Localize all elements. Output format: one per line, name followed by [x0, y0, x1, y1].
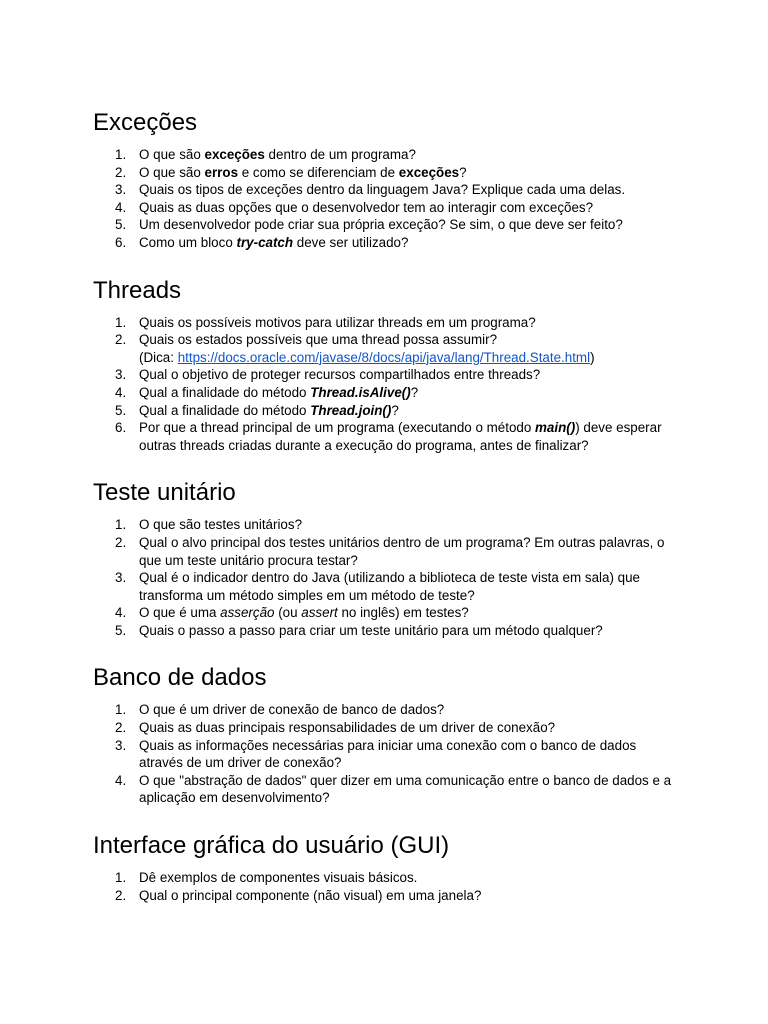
- question-text: ?: [391, 402, 399, 418]
- question-text: Quais os estados possíveis que uma thread possa assumir?: [139, 332, 498, 348]
- question-text: dentro de um programa?: [264, 147, 416, 162]
- list-number: 4.: [115, 605, 127, 621]
- question-item: [93, 604, 683, 622]
- question-item: [93, 314, 683, 332]
- list-number: 1.: [115, 314, 127, 330]
- question-text: exceções: [204, 147, 265, 162]
- question-text: e como se diferenciam de: [238, 164, 399, 180]
- section-banco-de-dados: [93, 663, 683, 807]
- list-number: 1.: [115, 870, 127, 886]
- question-text: Thread.isAlive(): [310, 384, 411, 400]
- section-heading: Interface gráfica do usuário (GUI): [93, 832, 450, 860]
- list-number: 6.: [115, 420, 127, 436]
- list-number: 2.: [115, 887, 127, 903]
- question-item: [93, 622, 683, 640]
- list-number: 1.: [115, 517, 127, 533]
- question-item: [93, 419, 683, 454]
- list-number: 4.: [115, 772, 127, 788]
- list-number: 2.: [115, 720, 127, 736]
- list-number: 5.: [115, 217, 127, 233]
- question-text: O que são testes unitários?: [139, 517, 303, 533]
- question-item: [93, 181, 683, 199]
- question-text: main(): [535, 420, 576, 436]
- question-text: Quais os possíveis motivos para utilizar threads em um programa?: [139, 314, 536, 330]
- question-text: O que é um driver de conexão de banco de dados?: [139, 702, 445, 718]
- question-text: O que são: [139, 164, 205, 180]
- question-text: erros: [204, 164, 239, 180]
- list-number: 2.: [115, 534, 127, 550]
- question-item: [93, 534, 683, 569]
- question-text: Qual a finalidade do método: [139, 384, 311, 400]
- question-text: O que "abstração de dados" quer dizer em uma comunicação entre o banco de dados e a aplicação em desenvolvimento?: [139, 772, 672, 806]
- question-text: asserção: [220, 605, 275, 621]
- list-number: 5.: [115, 622, 127, 638]
- section-teste-unitario: [93, 478, 683, 639]
- document-page: [93, 108, 683, 928]
- question-text: (ou: [274, 605, 302, 621]
- section-threads: [93, 276, 683, 455]
- question-text: exceções: [398, 164, 460, 180]
- question-text: deve ser utilizado?: [293, 234, 409, 250]
- question-text: O que é uma: [139, 605, 221, 621]
- question-item: [93, 569, 683, 604]
- question-item: [93, 737, 683, 772]
- question-item: [93, 146, 683, 164]
- list-number: 5.: [115, 402, 127, 418]
- docs-link[interactable]: https://docs.oracle.com/javase/8/docs/api/java/lang/Thread.State.html: [177, 349, 591, 365]
- question-text: Qual a finalidade do método: [139, 402, 311, 418]
- section-heading: Threads: [93, 276, 182, 304]
- list-number: 1.: [115, 702, 127, 718]
- question-text: ): [590, 349, 595, 365]
- question-text: Um desenvolvedor pode criar sua própria exceção? Se sim, o que deve ser feito?: [139, 217, 623, 233]
- question-item: [93, 402, 683, 420]
- question-text: Quais as informações necessárias para iniciar uma conexão com o banco de dados através de um driver de conexão?: [139, 737, 637, 771]
- question-text: Qual é o indicador dentro do Java (utilizando a biblioteca de teste vista em sala) que transforma um método simples em um método de teste?: [139, 570, 640, 603]
- section-heading: Teste unitário: [93, 479, 236, 507]
- question-item: [93, 384, 683, 402]
- question-text: no inglês) em testes?: [337, 605, 469, 621]
- question-text: Como um bloco: [139, 234, 237, 250]
- question-item: [93, 331, 683, 366]
- question-text: Dê exemplos de componentes visuais básicos.: [139, 870, 418, 886]
- question-list: [93, 146, 683, 252]
- question-text: Quais as duas opções que o desenvolvedor tem ao interagir com exceções?: [139, 199, 594, 215]
- question-text: try-catch: [236, 234, 294, 250]
- question-text: ) deve esperar outras threads criadas durante a execução do programa, antes de finalizar?: [139, 420, 662, 453]
- question-item: [93, 199, 683, 217]
- section-interface-grafica-do-usuario-gui: [93, 831, 683, 904]
- question-text: Por que a thread principal de um programa (executando o método: [139, 420, 536, 436]
- list-number: 3.: [115, 570, 127, 586]
- question-item: [93, 887, 683, 905]
- question-item: [93, 234, 683, 252]
- section-heading: Banco de dados: [93, 664, 267, 692]
- question-text: ?: [410, 384, 419, 400]
- question-text: Thread.join(): [310, 402, 392, 418]
- question-list: [93, 314, 683, 455]
- list-number: 4.: [115, 384, 127, 400]
- list-number: 2.: [115, 164, 127, 180]
- list-number: 2.: [115, 332, 127, 348]
- list-number: 6.: [115, 234, 127, 250]
- list-number: 3.: [115, 737, 127, 753]
- question-item: [93, 516, 683, 534]
- question-item: [93, 164, 683, 182]
- list-number: 3.: [115, 367, 127, 383]
- question-text: Quais as duas principais responsabilidades de um driver de conexão?: [139, 720, 556, 736]
- question-text: Qual o principal componente (não visual) em uma janela?: [139, 887, 482, 903]
- question-text: Quais o passo a passo para criar um teste unitário para um método qualquer?: [139, 622, 603, 638]
- question-item: [93, 701, 683, 719]
- question-text: Qual o objetivo de proteger recursos compartilhados entre threads?: [139, 367, 541, 383]
- question-text: Qual o alvo principal dos testes unitários dentro de um programa? Em outras palavras, o que um teste unitário procura testar?: [139, 534, 665, 568]
- question-item: [93, 366, 683, 384]
- question-text: assert: [301, 605, 338, 621]
- question-text: O que são: [139, 147, 205, 162]
- list-number: 3.: [115, 182, 127, 198]
- section-excecoes: [93, 108, 683, 252]
- question-item: [93, 216, 683, 234]
- question-text: ?: [459, 164, 467, 180]
- question-text: (Dica:: [139, 349, 178, 365]
- question-item: [93, 869, 683, 887]
- question-list: [93, 516, 683, 639]
- question-text: Quais os tipos de exceções dentro da linguagem Java? Explique cada uma delas.: [139, 182, 626, 198]
- list-number: 4.: [115, 199, 127, 215]
- question-list: [93, 869, 683, 904]
- question-item: [93, 719, 683, 737]
- section-heading: Exceções: [93, 109, 198, 136]
- list-number: 1.: [115, 147, 127, 162]
- question-item: [93, 772, 683, 807]
- question-list: [93, 701, 683, 807]
